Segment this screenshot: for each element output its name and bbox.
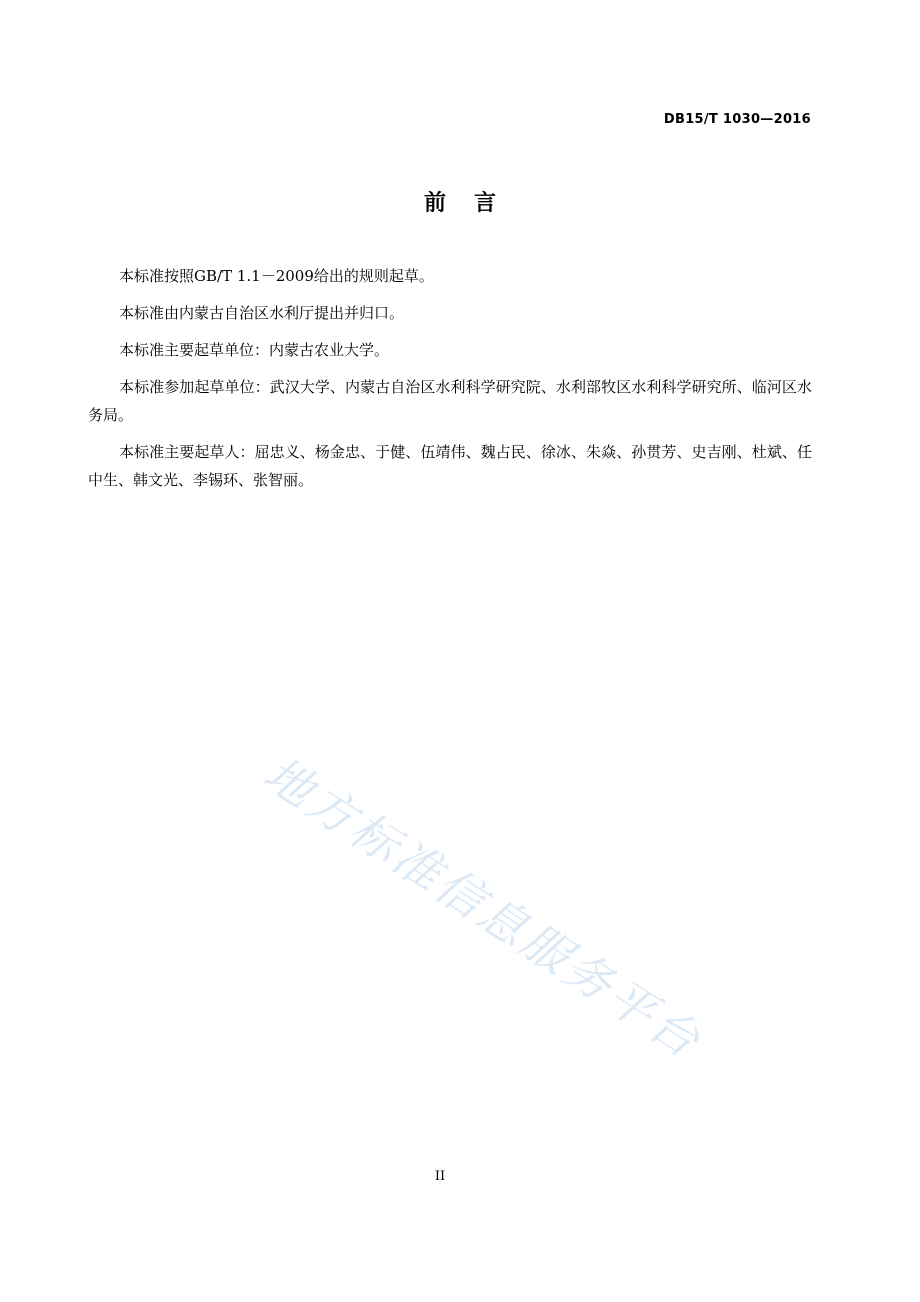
paragraph-participating-units: 本标准参加起草单位：武汉大学、内蒙古自治区水利科学研究院、水利部牧区水利科学研究所、临河区水务局。 (88, 378, 812, 424)
watermark: 地方标准信息服务平台 (253, 746, 712, 1071)
paragraph-drafting-rules: 本标准按照GB/T 1.1－2009给出的规则起草。 (119, 267, 434, 285)
page-number: II (434, 1169, 446, 1184)
page-title: 前言 (423, 191, 524, 216)
body-text (88, 262, 812, 503)
paragraph-proposer: 本标准由内蒙古自治区水利厅提出并归口。 (119, 304, 405, 322)
paragraph-main-drafting-unit: 本标准主要起草单位：内蒙古农业大学。 (119, 341, 390, 359)
document-code: DB15/T 1030—2016 (663, 112, 811, 127)
paragraph-main-drafters: 本标准主要起草人：屈忠义、杨金忠、于健、伍靖伟、魏占民、徐冰、朱焱、孙贯芳、史吉刚、杜斌、任中生、韩文光、李锡环、张智丽。 (88, 443, 812, 489)
